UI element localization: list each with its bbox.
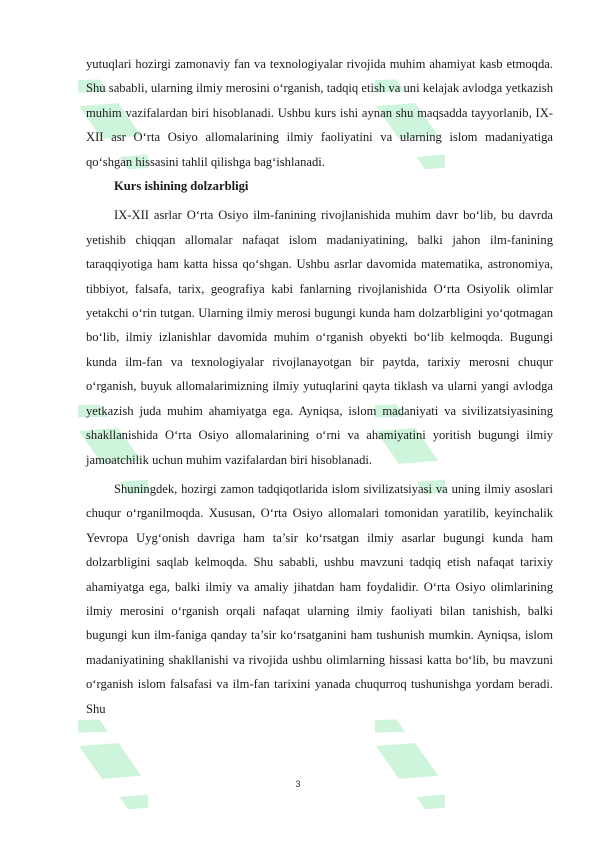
paragraph-1: yutuqlari hozirgi zamonaviy fan va texnologiyalar rivojida muhim ahamiyat kasb etmoqda. Shu sababli, ularning ilmiy merosini o‘rganish, tadqiq etish va uni kelajak avlodga yetkazish muhim vazifalardan biri hisoblanadi. Ushbu kurs ishi aynan shu maqsadda tayyorlanib, IX-XII asr O‘rta Osiyo allomalarining ilmiy faoliyatini va ularning islom madaniyatiga qo‘shgan hissasini tahlil qilishga bag‘ishlanadi. bbox=[86, 57, 553, 169]
document-body bbox=[86, 52, 553, 721]
page-number: 3 bbox=[295, 779, 301, 789]
section-heading: Kurs ishining dolzarbligi bbox=[114, 179, 249, 194]
paragraph-3: Shuningdek, hozirgi zamon tadqiqotlarida islom sivilizatsiyasi va uning ilmiy asoslari chuqur o‘rganilmoqda. Xususan, O‘rta Osiyo allomalari tomonidan yaratilib, keyinchalik Yevropa Uyg‘onish davriga ham ta’sir ko‘rsatgan ilmiy asarlar bugungi kunda ham dolzarbligini saqlab kelmoqda. Shu sababli, ushbu mavzuni tadqiq etish nafaqat tarixiy ahamiyatga ega, balki ilmiy va amaliy jihatdan ham foydalidir. O‘rta Osiyo olimlarining ilmiy merosini o‘rganish orqali nafaqat ularning ilmiy faoliyati bilan tanishish, balki bugungi kun ilm-faniga qanday ta’sir ko‘rsatganini ham tushunish mumkin. Ayniqsa, islom madaniyatining shakllanishi va rivojida ushbu olimlarning hissasi katta bo‘lib, bu mavzuni o‘rganish islom falsafasi va ilm-fan tarixini yanada chuqurroq tushunishga yordam beradi. Shu bbox=[86, 481, 553, 716]
paragraph-2: IX-XII asrlar O‘rta Osiyo ilm-fanining rivojlanishida muhim davr bo‘lib, bu davrda yetishib chiqqan allomalar nafaqat islom madaniyatining, balki jahon ilm-fanining taraqqiyotiga ham katta hissa qo‘shgan. Ushbu asrlar davomida matematika, astronomiya, tibbiyot, falsafa, tarix, geografiya kabi fanlarning rivojlanishida O‘rta Osiyolik olimlar yetakchi o‘rin tutgan. Ularning ilmiy merosi bugungi kunda ham dolzarbligini yo‘qotmagan bo‘lib, ilmiy izlanishlar davomida muhim o‘rganish obyekti bo‘lib kelmoqda. Bugungi kunda ilm-fan va texnologiyalar rivojlanayotgan bir paytda, tarixiy merosni chuqur o‘rganish, buyuk allomalarimizning ilmiy yutuqlarini qayta tiklash va ularni yangi avlodga yetkazish juda muhim ahamiyatga ega. Ayniqsa, islom madaniyati va sivilizatsiyasining shakllanishida O‘rta Osiyo allomalarining o‘rni va ahamiyatini yoritish bugungi ilmiy jamoatchilik uchun muhim vazifalardan biri hisoblanadi. bbox=[86, 208, 553, 467]
